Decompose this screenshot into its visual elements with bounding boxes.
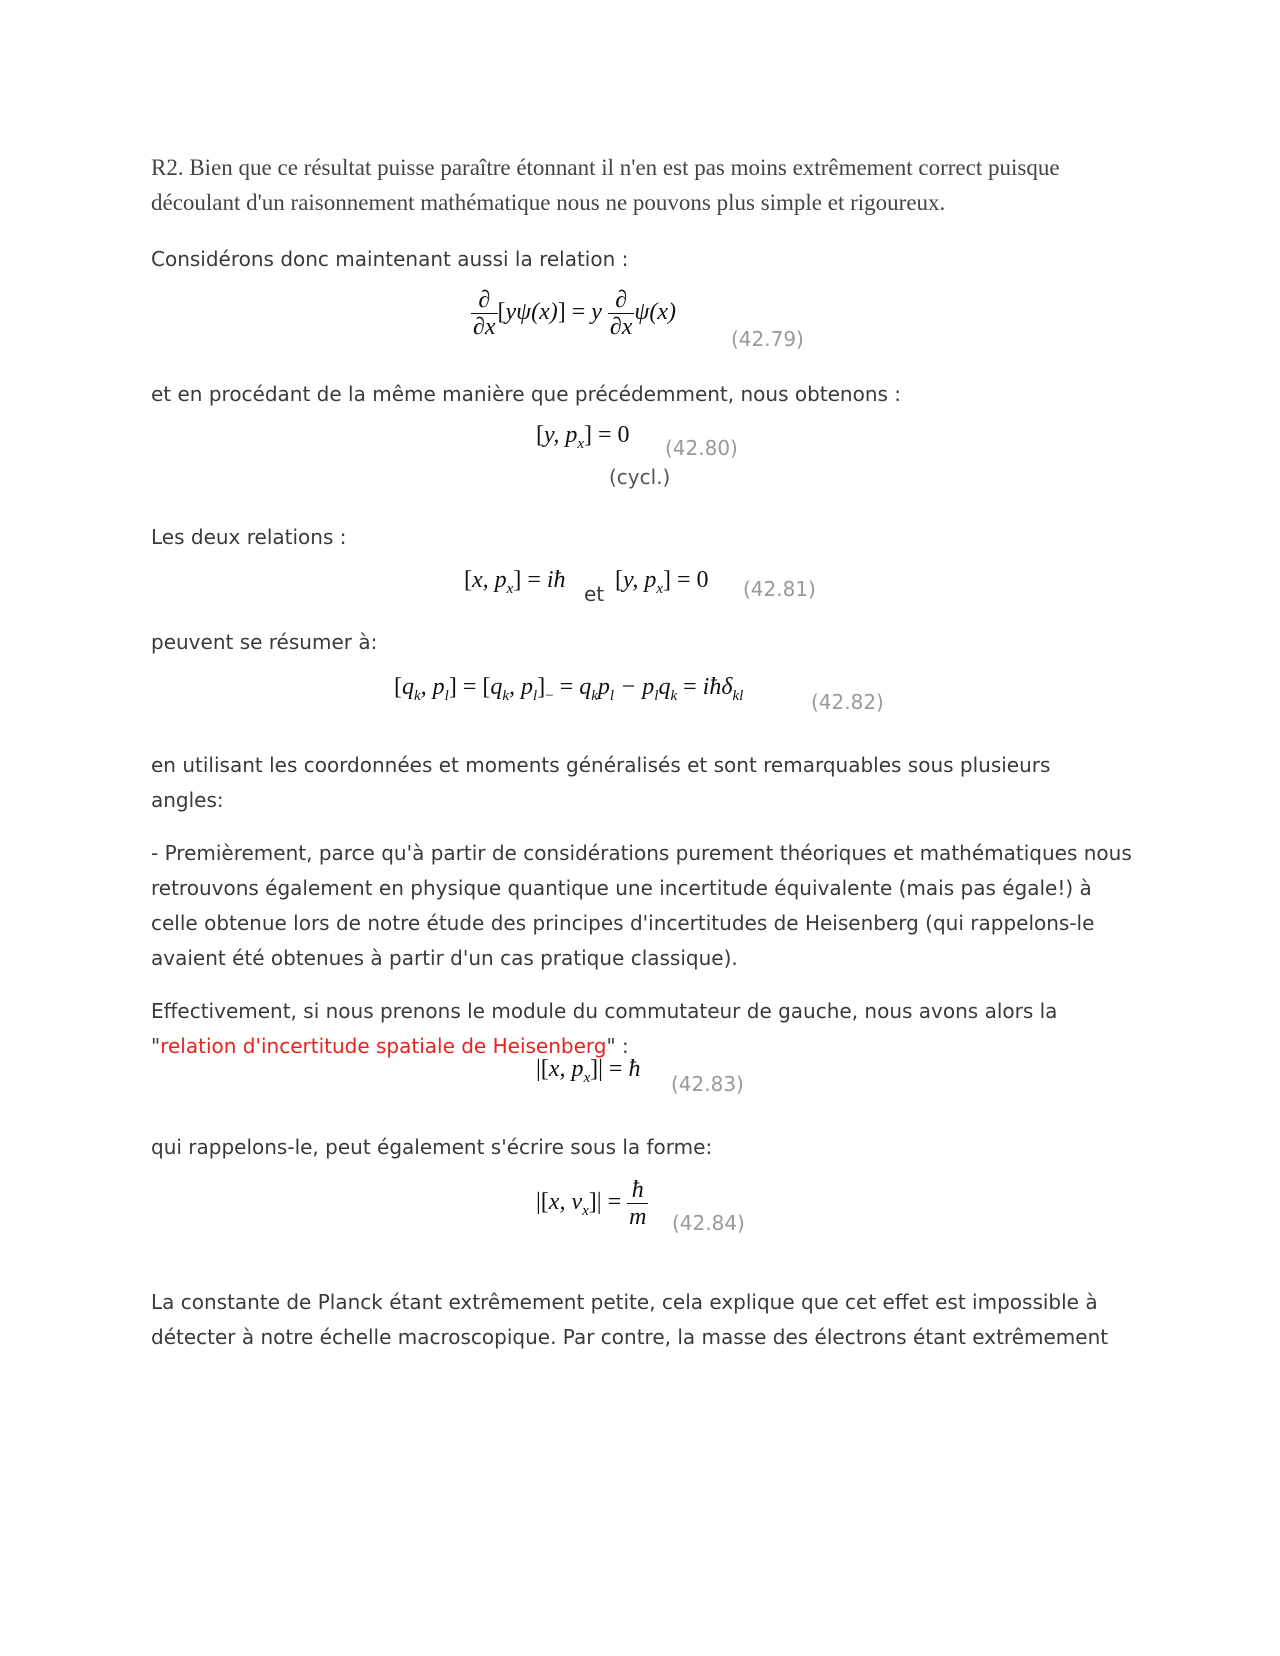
- equation-number-42-81: (42.81): [743, 577, 816, 601]
- planck-paragraph: La constante de Planck étant extrêmement petite, cela explique que cet effet est impossible à détecter à notre échelle macroscopique. Par contre, la masse des électrons étant extrêmement: [151, 1290, 1109, 1349]
- equation-42-82-formula: [$q_k$, $p_l] = [q_k$, $p_l]_- = q_kp_l - p_lq_k$ = iħδ$_{kl}$: [394, 674, 744, 704]
- equation-42-83: [151, 1056, 1136, 1118]
- document-page: [151, 150, 1136, 1355]
- equation-42-80-formula: [y, $p_x] = 0$: [536, 422, 630, 452]
- equation-42-82: [151, 660, 1136, 748]
- equation-42-81-formula-left: [x, $p_x$] = iħ: [464, 567, 566, 597]
- quote-close: " :: [606, 1034, 629, 1058]
- et-connector: et: [584, 582, 605, 606]
- premierement-paragraph: - Premièrement, parce qu'à partir de considérations purement théoriques et mathématiques nous retrouvons également en physique quantique une incertitude équivalente (mais pas égale!) à celle obtenue lors de notre étude des principes d'incertitudes de Heisenberg (qui rappelons-le avaient été obtenues à partir d'un cas pratique classique).: [151, 841, 1132, 970]
- equation-42-80: [151, 412, 1136, 494]
- equation-number-42-79: (42.79): [731, 327, 804, 351]
- equation-42-84-formula: |[x, $v_x]|$ = $\frac{ħ}{m}$: [536, 1177, 647, 1230]
- equation-42-81: [151, 555, 1136, 625]
- effectivement-paragraph: [151, 994, 1136, 1064]
- utilisant-paragraph: en utilisant les coordonnées et moments généralisés et sont remarquables sous plusieurs angles:: [151, 753, 1051, 812]
- equation-42-81-formula-right: [y, $p_x] = 0$: [615, 567, 709, 597]
- quote-open: ": [151, 1034, 161, 1058]
- equation-42-83-formula: |[x, $p_x]|$ = ħ: [536, 1056, 641, 1086]
- resumer-paragraph: peuvent se résumer à:: [151, 630, 378, 654]
- equation-42-79: [151, 277, 1136, 369]
- rappelons-paragraph: qui rappelons-le, peut également s'écrire sous la forme:: [151, 1135, 713, 1159]
- deux-relations-paragraph: Les deux relations :: [151, 525, 347, 549]
- considerons-paragraph: Considérons donc maintenant aussi la relation :: [151, 247, 629, 271]
- equation-number-42-84: (42.84): [672, 1211, 745, 1235]
- equation-42-79-formula: $\frac{\partial}{\partial x}$ [yψ(x)] = y $\frac{\partial}{\partial x}$ ψ(x): [473, 287, 676, 340]
- equation-number-42-80: (42.80): [665, 436, 738, 460]
- procedant-paragraph: et en procédant de la même manière que précédemment, nous obtenons :: [151, 382, 902, 406]
- cycl-label: (cycl.): [609, 465, 671, 489]
- effectivement-text: Effectivement, si nous prenons le module du commutateur de gauche, nous avons alors la: [151, 999, 1058, 1023]
- equation-number-42-82: (42.82): [811, 690, 884, 714]
- equation-number-42-83: (42.83): [671, 1072, 744, 1096]
- heisenberg-relation-link[interactable]: relation d'incertitude spatiale de Heisenberg: [160, 1034, 607, 1058]
- r2-paragraph: R2. Bien que ce résultat puisse paraître étonnant il n'en est pas moins extrêmement correct puisque découlant d'un raisonnement mathématique nous ne pouvons plus simple et rigoureux.: [151, 155, 1060, 215]
- equation-42-84: [151, 1165, 1136, 1265]
